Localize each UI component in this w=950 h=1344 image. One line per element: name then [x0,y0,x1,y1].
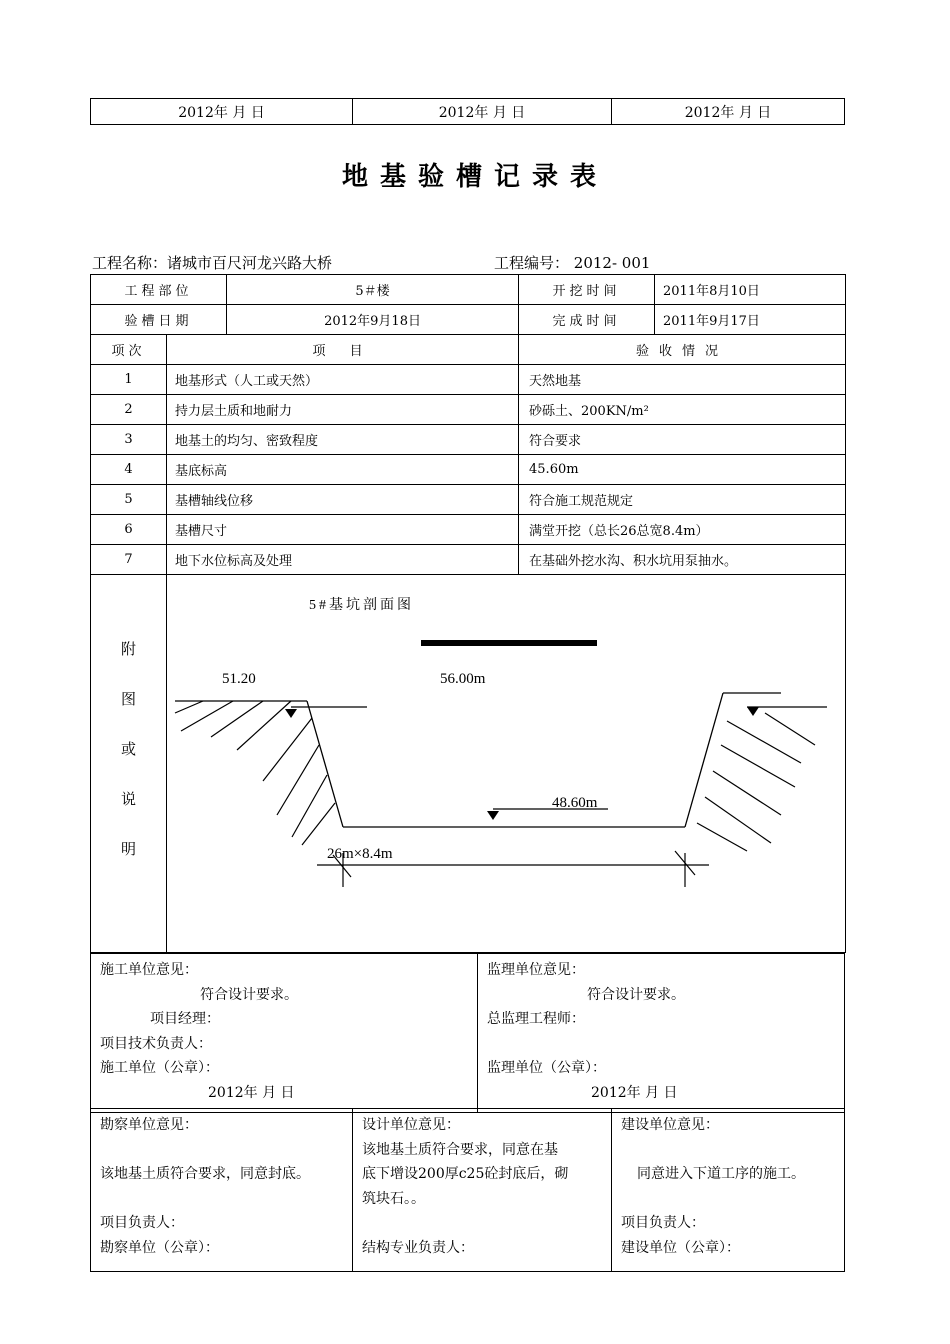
main-table [90,274,846,953]
project-no-label: 工程编号： [494,254,570,272]
top-date-2: 2012年 月 日 [353,99,612,125]
table-row [91,485,846,515]
attach-char: 图 [120,689,136,708]
drawing-cell [167,575,846,953]
finish-time-value: 2011年9月17日 [655,305,846,335]
label-dim: 26m×8.4m [327,846,393,862]
table-row [91,395,846,425]
row-result: 满堂开挖（总长26总宽8.4m） [519,515,846,545]
attach-char: 或 [120,739,136,758]
row-item: 地基形式（人工或天然） [167,365,519,395]
project-name-label: 工程名称： [92,254,168,272]
label-top: 56.00m [440,671,486,687]
project-name [92,252,332,273]
table-row [91,455,846,485]
construction-tech: 项目技术负责人： [100,1035,212,1052]
drawing-title: 5#基坑剖面图 [309,598,414,613]
col-item-header: 项 目 [167,335,519,365]
row-no: 3 [91,425,167,455]
row-no: 6 [91,515,167,545]
construction-opinion [91,954,478,1113]
attach-char: 附 [120,639,136,658]
construction-heading: 施工单位意见： [100,962,198,978]
row-result: 在基础外挖水沟、积水坑用泵抽水。 [519,545,846,575]
top-date-1: 2012年 月 日 [91,99,353,125]
row-no: 4 [91,455,167,485]
right-water-marker [747,707,759,716]
left-water-marker [285,709,297,718]
left-slope [307,701,343,827]
attach-char: 明 [120,839,136,858]
supervision-date: 2012年 月 日 [591,1084,678,1101]
opinion-table-2 [90,1108,845,1272]
supervision-seal: 监理单位（公章）： [487,1060,606,1076]
survey-heading: 勘察单位意见： [100,1117,198,1133]
opinion-table-1 [90,953,845,1113]
row-item: 基底标高 [167,455,519,485]
pit-section-drawing [167,575,844,952]
table-row [91,425,846,455]
design-text-line: 筑块石。。 [362,1190,425,1207]
owner-heading: 建设单位意见： [621,1117,719,1133]
row-item: 地下水位标高及处理 [167,545,519,575]
row-no: 5 [91,485,167,515]
construction-date: 2012年 月 日 [208,1084,295,1101]
design-text-line: 底下增设200厚c25砼封底后，砌 [362,1166,569,1182]
project-name-value: 诸城市百尺河龙兴路大桥 [167,254,333,272]
survey-seal: 勘察单位（公章）： [100,1239,219,1256]
row-result: 天然地基 [519,365,846,395]
design-heading: 设计单位意见： [362,1117,460,1133]
part-label: 工程部位 [91,275,227,305]
bottom-water-marker [487,811,499,820]
attachment-label [91,575,167,953]
supervision-chief: 总监理工程师： [487,1011,585,1027]
label-bottom: 48.60m [552,795,598,811]
supervision-heading: 监理单位意见： [487,962,585,978]
row-result: 符合要求 [519,425,846,455]
check-date-label: 验槽日期 [91,305,227,335]
right-hatch [697,713,815,851]
part-value: 5＃楼 [227,275,519,305]
owner-text: 同意进入下道工序的施工。 [637,1166,805,1182]
finish-time-label: 完成时间 [519,305,655,335]
dig-time-value: 2011年8月10日 [655,275,846,305]
left-hatch [175,701,335,845]
label-left: 51.20 [222,671,256,687]
survey-text: 该地基土质符合要求，同意封底。 [100,1166,310,1182]
survey-opinion [91,1109,353,1272]
survey-leader: 项目负责人： [100,1215,184,1231]
row-item: 基槽尺寸 [167,515,519,545]
row-result: 符合施工规范规定 [519,485,846,515]
project-number [494,252,650,273]
page-title: 地基验槽记录表 [341,162,608,192]
dig-time-label: 开挖时间 [519,275,655,305]
check-date-value: 2012年9月18日 [227,305,519,335]
supervision-text: 符合设计要求。 [587,986,685,1003]
project-no-value: 2012- 001 [573,254,651,272]
owner-seal: 建设单位（公章）： [621,1239,740,1256]
table-row [91,365,846,395]
table-row [91,515,846,545]
thick-bar [421,640,597,646]
table-row [91,545,846,575]
construction-manager: 项目经理： [150,1011,220,1027]
design-leader: 结构专业负责人： [362,1239,474,1256]
top-date-3: 2012年 月 日 [612,99,845,125]
row-no: 7 [91,545,167,575]
construction-text: 符合设计要求。 [200,986,298,1003]
row-item: 地基土的均匀、密致程度 [167,425,519,455]
owner-leader: 项目负责人： [621,1215,705,1231]
right-slope [685,693,723,827]
design-opinion [353,1109,612,1272]
row-item: 持力层土质和地耐力 [167,395,519,425]
attach-char: 说 [120,789,136,808]
top-date-table [90,98,845,125]
owner-opinion [612,1109,845,1272]
row-no: 1 [91,365,167,395]
col-result-header: 验收情况 [519,335,846,365]
col-no-header: 项次 [91,335,167,365]
row-result: 砂砾土、200KN/m² [519,395,846,425]
design-text-line: 该地基土质符合要求，同意在基 [362,1141,558,1158]
supervision-opinion [478,954,845,1113]
row-result: 45.60m [519,455,846,485]
construction-seal: 施工单位（公章）： [100,1060,219,1076]
row-no: 2 [91,395,167,425]
row-item: 基槽轴线位移 [167,485,519,515]
